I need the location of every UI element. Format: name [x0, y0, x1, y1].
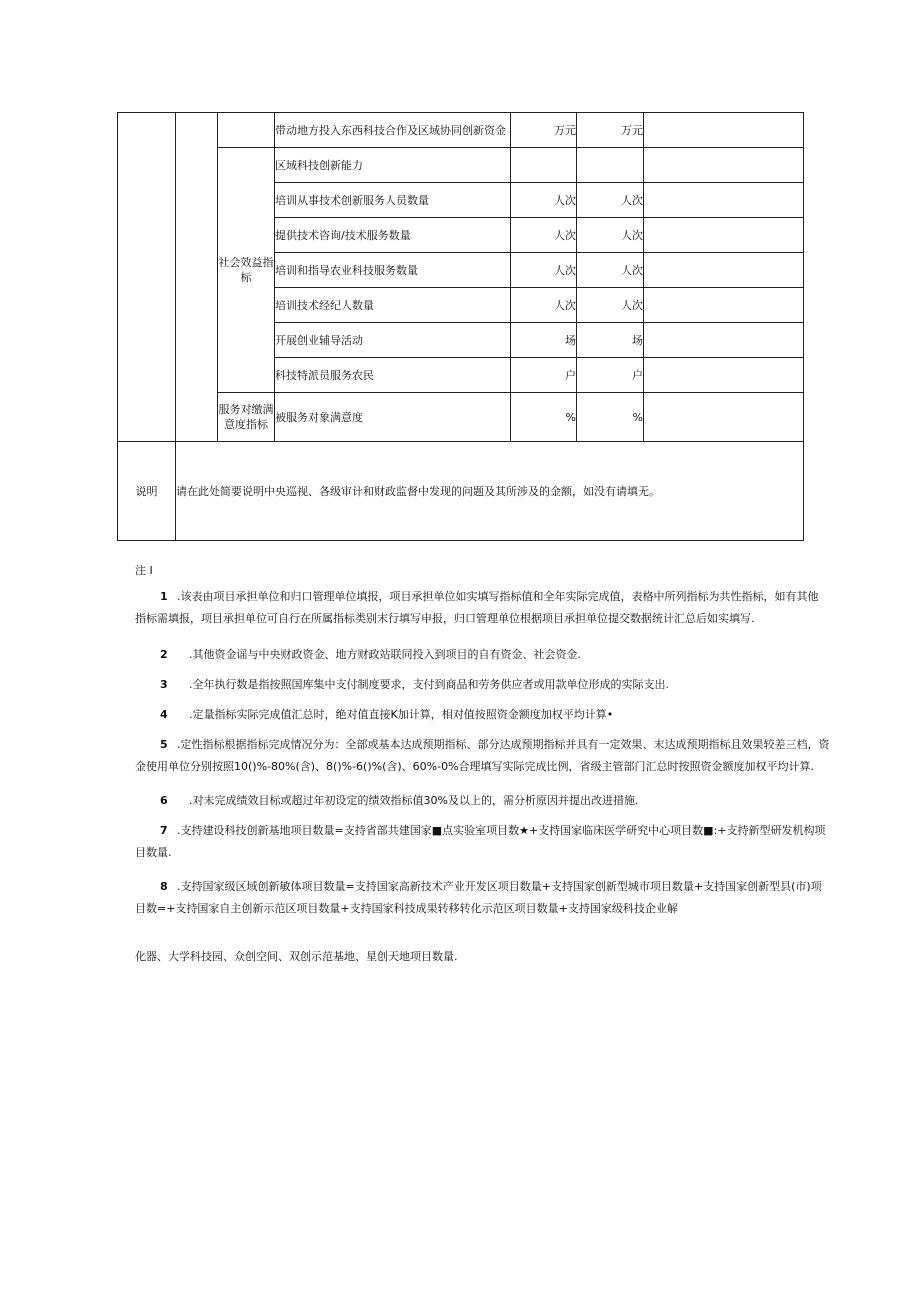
- indicator-unit: 人次: [511, 253, 577, 288]
- note-number: 4: [160, 708, 168, 721]
- note-text: .该表由项目承担单位和归口管理单位填报，项目承担单位如实填写指标值和全年实际完成值，表格中所列指标为共性指标，如有其他: [177, 590, 819, 603]
- indicator-unit: [511, 148, 577, 183]
- value-cell[interactable]: [644, 183, 804, 218]
- indicator-name: 提供技术咨询/技术服务数量: [275, 218, 511, 253]
- indicator-unit: 人次: [577, 218, 644, 253]
- blank-cell: [218, 113, 275, 148]
- description-label: 说明: [118, 442, 176, 541]
- value-cell[interactable]: [644, 358, 804, 393]
- indicator-unit: 户: [577, 358, 644, 393]
- note-text-continued: 指标需填报，项目承担单位可自行在所属指标类别末行填写申报，归口管理单位根据项目承担单位提交数据统计汇总后如实填写.: [135, 612, 755, 625]
- note-text-continued: 目数量.: [135, 846, 172, 859]
- satisfaction-category: 服务对缴满意度指标: [218, 393, 275, 442]
- description-text[interactable]: 请在此处简要说明中央巡视、各级审计和财政监督中发现的问题及其所涉及的金额，如没有请填无。: [176, 442, 804, 541]
- value-cell[interactable]: [644, 148, 804, 183]
- note-number: 3: [160, 678, 168, 691]
- note-text: .定性指标根据指标完成情况分为：全部或基本达成预期指标、部分达成预期指标并具有一定效果、末达成预期指标且效果较差三档，资: [177, 738, 830, 751]
- table-row: [118, 148, 804, 183]
- note-text: .支持建设科技创新基地项目数量=支持省部共建国家■点实验室项目数★+支持国家临床医学研究中心项目数■:+支持新型研发机构项: [177, 824, 826, 837]
- note-text: .定量指标实际完成值汇总时，绝对值直接K加计算，相对值按照资金额度加权平均计算•: [189, 708, 614, 721]
- indicator-name: 区域科技创新能力: [275, 148, 511, 183]
- indicator-name: 培训技术经纪人数量: [275, 288, 511, 323]
- indicator-unit: 万元: [577, 113, 644, 148]
- indicator-unit: 场: [511, 323, 577, 358]
- indicator-unit: 人次: [577, 288, 644, 323]
- value-cell[interactable]: [644, 253, 804, 288]
- indicator-unit: 人次: [511, 183, 577, 218]
- value-cell[interactable]: [644, 393, 804, 442]
- indicator-unit: 人次: [511, 218, 577, 253]
- value-cell[interactable]: [644, 323, 804, 358]
- note-number: 5: [160, 738, 168, 751]
- indicator-name: 被服务对象满意度: [275, 393, 511, 442]
- note-number: 6: [160, 794, 168, 807]
- table-row: [118, 113, 804, 148]
- notes-title: 注 I: [135, 564, 153, 577]
- value-cell[interactable]: [644, 113, 804, 148]
- social-benefit-category: 社会效益指标: [218, 148, 275, 393]
- note-text-continued: 金使用单位分别按照10()%-80%(含)、8()%-6()%(含)、60%-0%合理填写实际完成比例，省级主管部门汇总时按照资金额度加权平均计算.: [135, 760, 815, 773]
- note-number: 8: [160, 880, 168, 893]
- description-row: [118, 442, 804, 541]
- indicator-unit: 户: [511, 358, 577, 393]
- note-number: 2: [160, 648, 168, 661]
- note-text: .其他资金谣与中央财政资金、地方财政站联同投入到项目的自有资金、社会资金.: [189, 648, 581, 661]
- indicator-name: 开展创业辅导活动: [275, 323, 511, 358]
- indicator-name: 带动地方投入东西科技合作及区域协同创新资金: [275, 113, 511, 148]
- value-cell[interactable]: [644, 288, 804, 323]
- indicator-unit: 人次: [577, 183, 644, 218]
- performance-indicator-table: [117, 112, 804, 541]
- note-text: .全年执行数是指按照国库集中支付制度要求，支付到商品和劳务供应者或用款单位形成的实际支出.: [189, 678, 669, 691]
- blank-cell: [118, 113, 176, 442]
- indicator-unit: %: [577, 393, 644, 442]
- indicator-unit: 万元: [511, 113, 577, 148]
- note-number: 1: [160, 590, 168, 603]
- blank-cell: [176, 113, 218, 442]
- value-cell[interactable]: [644, 218, 804, 253]
- indicator-unit: 场: [577, 323, 644, 358]
- indicator-name: 科技特派员服务农民: [275, 358, 511, 393]
- indicator-unit: 人次: [577, 253, 644, 288]
- indicator-unit: %: [511, 393, 577, 442]
- note-text-continued: 目数=+支持国家自主创新示范区项目数量+支持国家科技成果转移转化示范区项目数量+支持国家级科技企业解: [135, 902, 678, 915]
- note-number: 7: [160, 824, 168, 837]
- note-text: .支持国家级区域创新敏体项目数量=支持国家高新技术产业开发区项目数量+支持国家创新型城市项目数量+支持国家创新型县(市)项: [177, 880, 822, 893]
- indicator-unit: [577, 148, 644, 183]
- note-text-continued: 化器、大学科技园、众创空间、双创示范基地、星创天地项目数量.: [135, 950, 458, 963]
- indicator-name: 培训从事技术创新服务人员数量: [275, 183, 511, 218]
- indicator-name: 培训和指导农业科技服务数量: [275, 253, 511, 288]
- table-row: [118, 393, 804, 442]
- note-text: .对未完成绩效目标或超过年初设定的绩效指标值30%及以上的，需分析原因并提出改进措施.: [189, 794, 639, 807]
- indicator-unit: 人次: [511, 288, 577, 323]
